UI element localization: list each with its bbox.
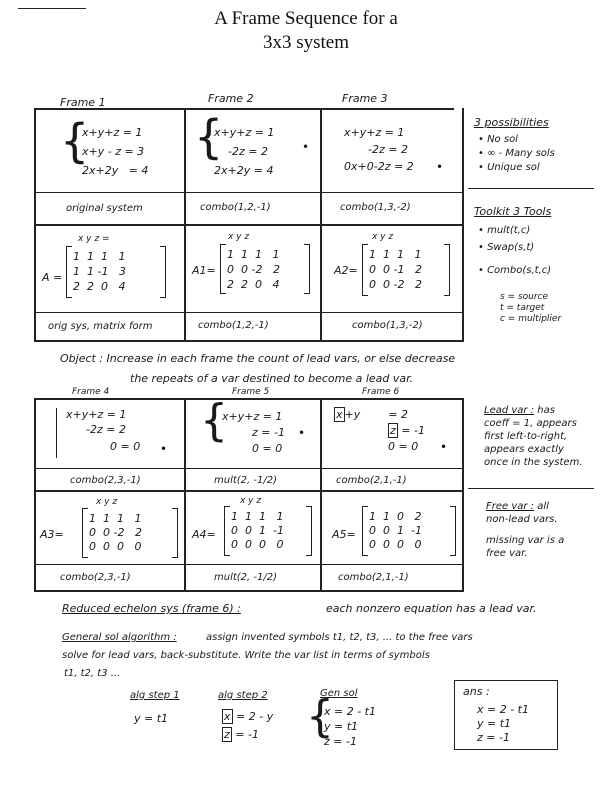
- frame-1-system: [82, 126, 148, 177]
- grid-bottom-rule: [34, 340, 464, 342]
- lead-var-note: [484, 404, 606, 469]
- matrix-name: A5=: [332, 528, 356, 541]
- frame-4-system: [66, 408, 140, 453]
- matrix-row: 1 1 1 1: [89, 512, 142, 525]
- frame-4-caption: combo(2,3,-1): [70, 475, 141, 486]
- lead-var-line: appears exactly: [484, 444, 564, 455]
- legend-item: s = source: [500, 292, 549, 302]
- matrix-row: 1 1 1 1: [73, 250, 126, 263]
- page-title: [0, 8, 612, 54]
- grid2-mid-rule: [34, 490, 464, 492]
- matrix-row: 0 0 -1 2: [369, 263, 422, 276]
- free-var-line: non-lead vars.: [486, 514, 558, 525]
- possibilities-list: [478, 134, 555, 173]
- equation: 0 = 0: [252, 442, 283, 455]
- legend-item: c = multiplier: [500, 314, 562, 324]
- frame-3-label: Frame 3: [342, 92, 388, 105]
- matrix-name: A2=: [334, 264, 358, 277]
- matrix-row: 2 2 0 4: [73, 280, 126, 293]
- toolkit-list: [478, 225, 551, 276]
- frame-1-label: Frame 1: [60, 96, 106, 109]
- answer-line: z = -1: [477, 731, 510, 744]
- step-2-line: z = -1: [224, 728, 259, 741]
- possibilities-title: 3 possibilities: [474, 116, 549, 129]
- alg-step-2: [222, 708, 273, 744]
- brace-gen-sol: {: [306, 691, 334, 742]
- side-rule: [468, 188, 594, 189]
- title-line-2: 3x3 system: [262, 32, 350, 53]
- grid2-cap-rule: [34, 468, 464, 469]
- matrix-row: 1 1 1 1: [227, 248, 280, 261]
- free-var-note: [486, 500, 606, 560]
- pivot-dot: •: [436, 160, 444, 174]
- matrix-row: 0 0 0 0: [369, 538, 422, 551]
- equation: 0 = 0: [110, 440, 141, 453]
- frame-6-system: [334, 408, 425, 453]
- equation: x+y+z = 1: [66, 408, 127, 421]
- matrix-header: x y z: [372, 232, 394, 242]
- gen-sol-line: y = t1: [324, 720, 359, 733]
- step-2-line: x = 2 - y: [224, 710, 274, 723]
- pivot-dot: •: [298, 426, 306, 440]
- frame-5-caption-2: mult(2, -1/2): [214, 572, 278, 583]
- grid2-div-3: [462, 398, 464, 590]
- grid-top-rule: [34, 108, 454, 110]
- equation: x+y+z = 1: [344, 126, 405, 139]
- matrix-name: A4=: [192, 528, 216, 541]
- equation: x+y - z = 3: [82, 145, 145, 158]
- matrix-name: A3=: [40, 528, 64, 541]
- grid-mid-rule: [34, 224, 464, 226]
- answer-line: y = t1: [477, 717, 512, 730]
- matrix-name: A1=: [192, 264, 216, 277]
- equation: 0x+0-2z = 2: [344, 160, 414, 173]
- lead-var-line: first left-to-right,: [484, 431, 568, 442]
- general-sol-text-3: t1, t2, t3 ...: [64, 668, 121, 679]
- tool-legend: [500, 292, 561, 324]
- frame-3-caption: combo(1,3,-2): [340, 202, 411, 213]
- grid2-cap-rule-2: [34, 564, 464, 565]
- matrix-row: 0 0 -2 2: [89, 526, 142, 539]
- frame-2-caption-2: combo(1,2,-1): [198, 320, 269, 331]
- frame-5-system: [222, 410, 285, 455]
- pivot-dot: •: [160, 442, 168, 456]
- general-sol-heading: General sol algorithm :: [62, 632, 177, 643]
- general-sol-text-1: assign invented symbols t1, t2, t3, ... to the free vars: [206, 632, 473, 643]
- equation: z = -1: [390, 424, 425, 437]
- lead-var-box: x: [336, 408, 343, 421]
- frame-6-caption-2: combo(2,1,-1): [338, 572, 409, 583]
- matrix-a1: [220, 244, 310, 294]
- answer-line: x = 2 - t1: [477, 703, 529, 716]
- frame-2-caption: combo(1,2,-1): [200, 202, 271, 213]
- bracket-f4: [56, 408, 63, 458]
- equation: z = -1: [252, 426, 285, 439]
- gen-sol-title: Gen sol: [320, 688, 358, 699]
- frame-2-system: [214, 126, 274, 177]
- tool-item: • mult(t,c): [478, 225, 531, 236]
- tool-item: • Combo(s,t,c): [478, 265, 552, 276]
- equation: -2z = 2: [86, 423, 126, 436]
- frame-1-caption-2: orig sys, matrix form: [48, 321, 153, 332]
- matrix-row: 1 1 1 1: [231, 510, 284, 523]
- matrix-row: 0 0 0 0: [231, 538, 284, 551]
- pivot-dot: •: [302, 140, 310, 154]
- frame-5-caption: mult(2, -1/2): [214, 475, 278, 486]
- caption-rule-1: [34, 192, 464, 193]
- frame-1-caption: original system: [66, 203, 143, 214]
- brace-f5: {: [200, 395, 228, 446]
- lead-var-box: z: [390, 424, 396, 437]
- lead-var-box: x: [224, 710, 231, 723]
- lead-var-line: Lead var : has: [484, 405, 555, 416]
- brace-f2: {: [194, 110, 224, 164]
- equation: -2z = 2: [368, 143, 408, 156]
- matrix-row: 0 0 0 0: [89, 540, 142, 553]
- possibility-item: • No sol: [478, 134, 518, 145]
- matrix-row: 0 0 1 -1: [231, 524, 284, 537]
- frame-4-label: Frame 4: [72, 387, 110, 397]
- answer-box: [454, 680, 558, 750]
- alg-step-2-title: alg step 2: [218, 690, 268, 701]
- frame-6-caption: combo(2,1,-1): [336, 475, 407, 486]
- equation: 0 = 0: [388, 440, 419, 453]
- free-var-line: free var.: [486, 548, 528, 559]
- matrix-row: 1 1 0 2: [369, 510, 422, 523]
- caption-rule-2: [34, 312, 464, 313]
- lead-var-line: once in the system.: [484, 457, 583, 468]
- reduced-echelon-text: each nonzero equation has a lead var.: [326, 602, 537, 615]
- matrix-a5: [362, 506, 456, 556]
- frame-3-system: [344, 126, 414, 173]
- possibility-item: • ∞ - Many sols: [478, 148, 555, 159]
- object-line-1: Object : Increase in each frame the count of lead vars, or else decrease: [60, 352, 456, 365]
- matrix-header: x y z: [240, 496, 262, 506]
- equation: x+y+z = 1: [82, 126, 143, 139]
- matrix-header: x y z: [96, 497, 118, 507]
- frame-6-label: Frame 6: [362, 387, 400, 397]
- possibility-item: • Unique sol: [478, 162, 540, 173]
- matrix-a3: [82, 508, 178, 558]
- answer-title: ans :: [463, 685, 490, 698]
- matrix-row: 0 0 -2 2: [227, 263, 280, 276]
- frame-2-label: Frame 2: [208, 92, 254, 105]
- gen-sol-line: x = 2 - t1: [324, 705, 376, 718]
- equation: 2x+2y = 4: [214, 164, 274, 177]
- object-line-2: the repeats of a var destined to become a lead var.: [130, 372, 414, 385]
- gen-sol-line: z = -1: [324, 735, 357, 748]
- matrix-a4: [224, 506, 312, 556]
- matrix-name: A =: [42, 271, 63, 284]
- matrix-row: 0 0 -2 2: [369, 278, 422, 291]
- equation: x+y+z = 1: [214, 126, 275, 139]
- matrix-row: 1 1 -1 3: [73, 265, 126, 278]
- matrix-header: x y z =: [78, 234, 110, 244]
- gen-sol: [324, 704, 376, 749]
- equation: x+y+z = 1: [222, 410, 283, 423]
- frame-3-caption-2: combo(1,3,-2): [352, 320, 423, 331]
- title-line-1: A Frame Sequence for a: [214, 8, 398, 29]
- toolkit-title: Toolkit 3 Tools: [474, 205, 552, 218]
- lead-var-line: coeff = 1, appears: [484, 418, 577, 429]
- matrix-header: x y z: [228, 232, 250, 242]
- matrix-row: 2 2 0 4: [227, 278, 280, 291]
- lead-var-box: z: [224, 728, 230, 741]
- legend-item: t = target: [500, 303, 545, 313]
- equation: 2x+2y = 4: [82, 164, 149, 177]
- matrix-row: 1 1 1 1: [369, 248, 422, 261]
- grid2-left: [34, 398, 36, 590]
- matrix-a: [66, 246, 166, 298]
- alg-step-1-title: alg step 1: [130, 690, 180, 701]
- matrix-a2: [362, 244, 450, 296]
- grid2-top-rule: [34, 398, 464, 400]
- frame-5-label: Frame 5: [232, 387, 270, 397]
- reduced-echelon-heading: Reduced echelon sys (frame 6) :: [62, 602, 241, 615]
- pivot-dot: •: [440, 440, 448, 454]
- alg-step-1: y = t1: [134, 712, 169, 725]
- tool-item: • Swap(s,t): [478, 242, 535, 253]
- general-sol-text-2: solve for lead vars, back-substitute. Write the var list in terms of symbols: [62, 650, 430, 661]
- equation: x +y = 2: [336, 408, 408, 421]
- grid2-div-1: [184, 398, 186, 590]
- side-rule-2: [468, 488, 594, 489]
- frame-4-caption-2: combo(2,3,-1): [60, 572, 131, 583]
- brace-f1: {: [60, 114, 90, 168]
- free-var-line: missing var is a: [486, 535, 565, 546]
- free-var-line: Free var : all: [486, 501, 549, 512]
- grid2-div-2: [320, 398, 322, 590]
- equation: -2z = 2: [228, 145, 268, 158]
- grid2-bottom-rule: [34, 590, 464, 592]
- matrix-row: 0 0 1 -1: [369, 524, 422, 537]
